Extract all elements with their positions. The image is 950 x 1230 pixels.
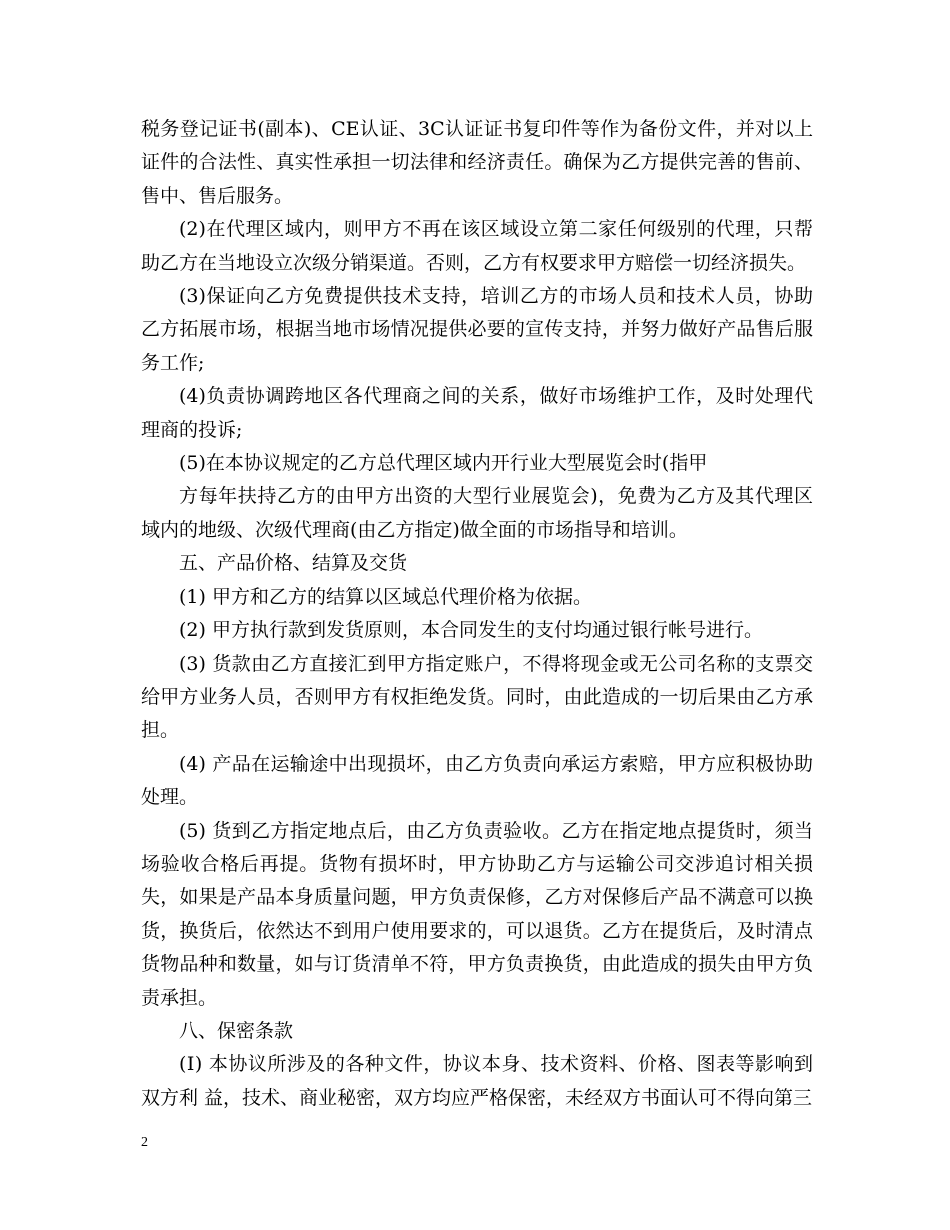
paragraph: (2)在代理区域内，则甲方不再在该区域设立第二家任何级别的代理，只帮助乙方在当地设立次级分销渠道。否则，乙方有权要求甲方赔偿一切经济损失。 [141,218,813,274]
section-heading: 八、保密条款 [179,1019,294,1042]
paragraph: (1) 甲方和乙方的结算以区域总代理价格为依据。 [179,585,592,608]
paragraph: (5) 货到乙方指定地点后，由乙方负责验收。乙方在指定地点提货时，须当场验收合格后再提。货物有损坏时，甲方协助乙方与运输公司交涉追讨相关损失，如果是产品本身质量问题，甲方负责保修，乙方对保修后产品不满意可以换货，换货后，依然达不到用户使用要求的，可以退货。乙方在提货后，及时清点货物品种和数量，如与订货清单不符，甲方负责换货，由此造成的损失由甲方负责承担。 [141,819,813,1009]
paragraph: (4)负责协调跨地区各代理商之间的关系，做好市场维护工作，及时处理代理商的投诉; [141,385,813,441]
paragraph: (Ⅰ) 本协议所涉及的各种文件，协议本身、技术资料、价格、图表等影响到双方利 益，技术、商业秘密，双方均应严格保密，未经双方书面认可不得向第三 [141,1053,813,1109]
paragraph: (5)在本协议规定的乙方总代理区域内开行业大型展览会时(指甲 [179,452,708,475]
paragraph: 方每年扶持乙方的由甲方出资的大型行业展览会)，免费为乙方及其代理区域内的地级、次级代理商(由乙方指定)做全面的市场指导和培训。 [141,485,813,541]
paragraph: 税务登记证书(副本)、CE认证、3C认证证书复印件等作为备份文件，并对以上证件的合法性、真实性承担一切法律和经济责任。确保为乙方提供完善的售前、售中、售后服务。 [141,118,813,207]
paragraph: (3) 货款由乙方直接汇到甲方指定账户，不得将现金或无公司名称的支票交给甲方业务人员，否则甲方有权拒绝发货。同时，由此造成的一切后果由乙方承担。 [141,652,813,742]
page-number: 2 [141,1135,148,1150]
section-heading: 五、产品价格、结算及交货 [179,552,408,575]
paragraph: (4) 产品在运输途中出现损坏，由乙方负责向承运方索赔，甲方应积极协助处理。 [141,752,813,809]
document-body [141,113,813,1115]
paragraph: (3)保证向乙方免费提供技术支持，培训乙方的市场人员和技术人员，协助乙方拓展市场，根据当地市场情况提供必要的宣传支持，并努力做好产品售后服务工作; [141,285,813,374]
paragraph: (2) 甲方执行款到发货原则，本合同发生的支付均通过银行帐号进行。 [179,619,763,642]
